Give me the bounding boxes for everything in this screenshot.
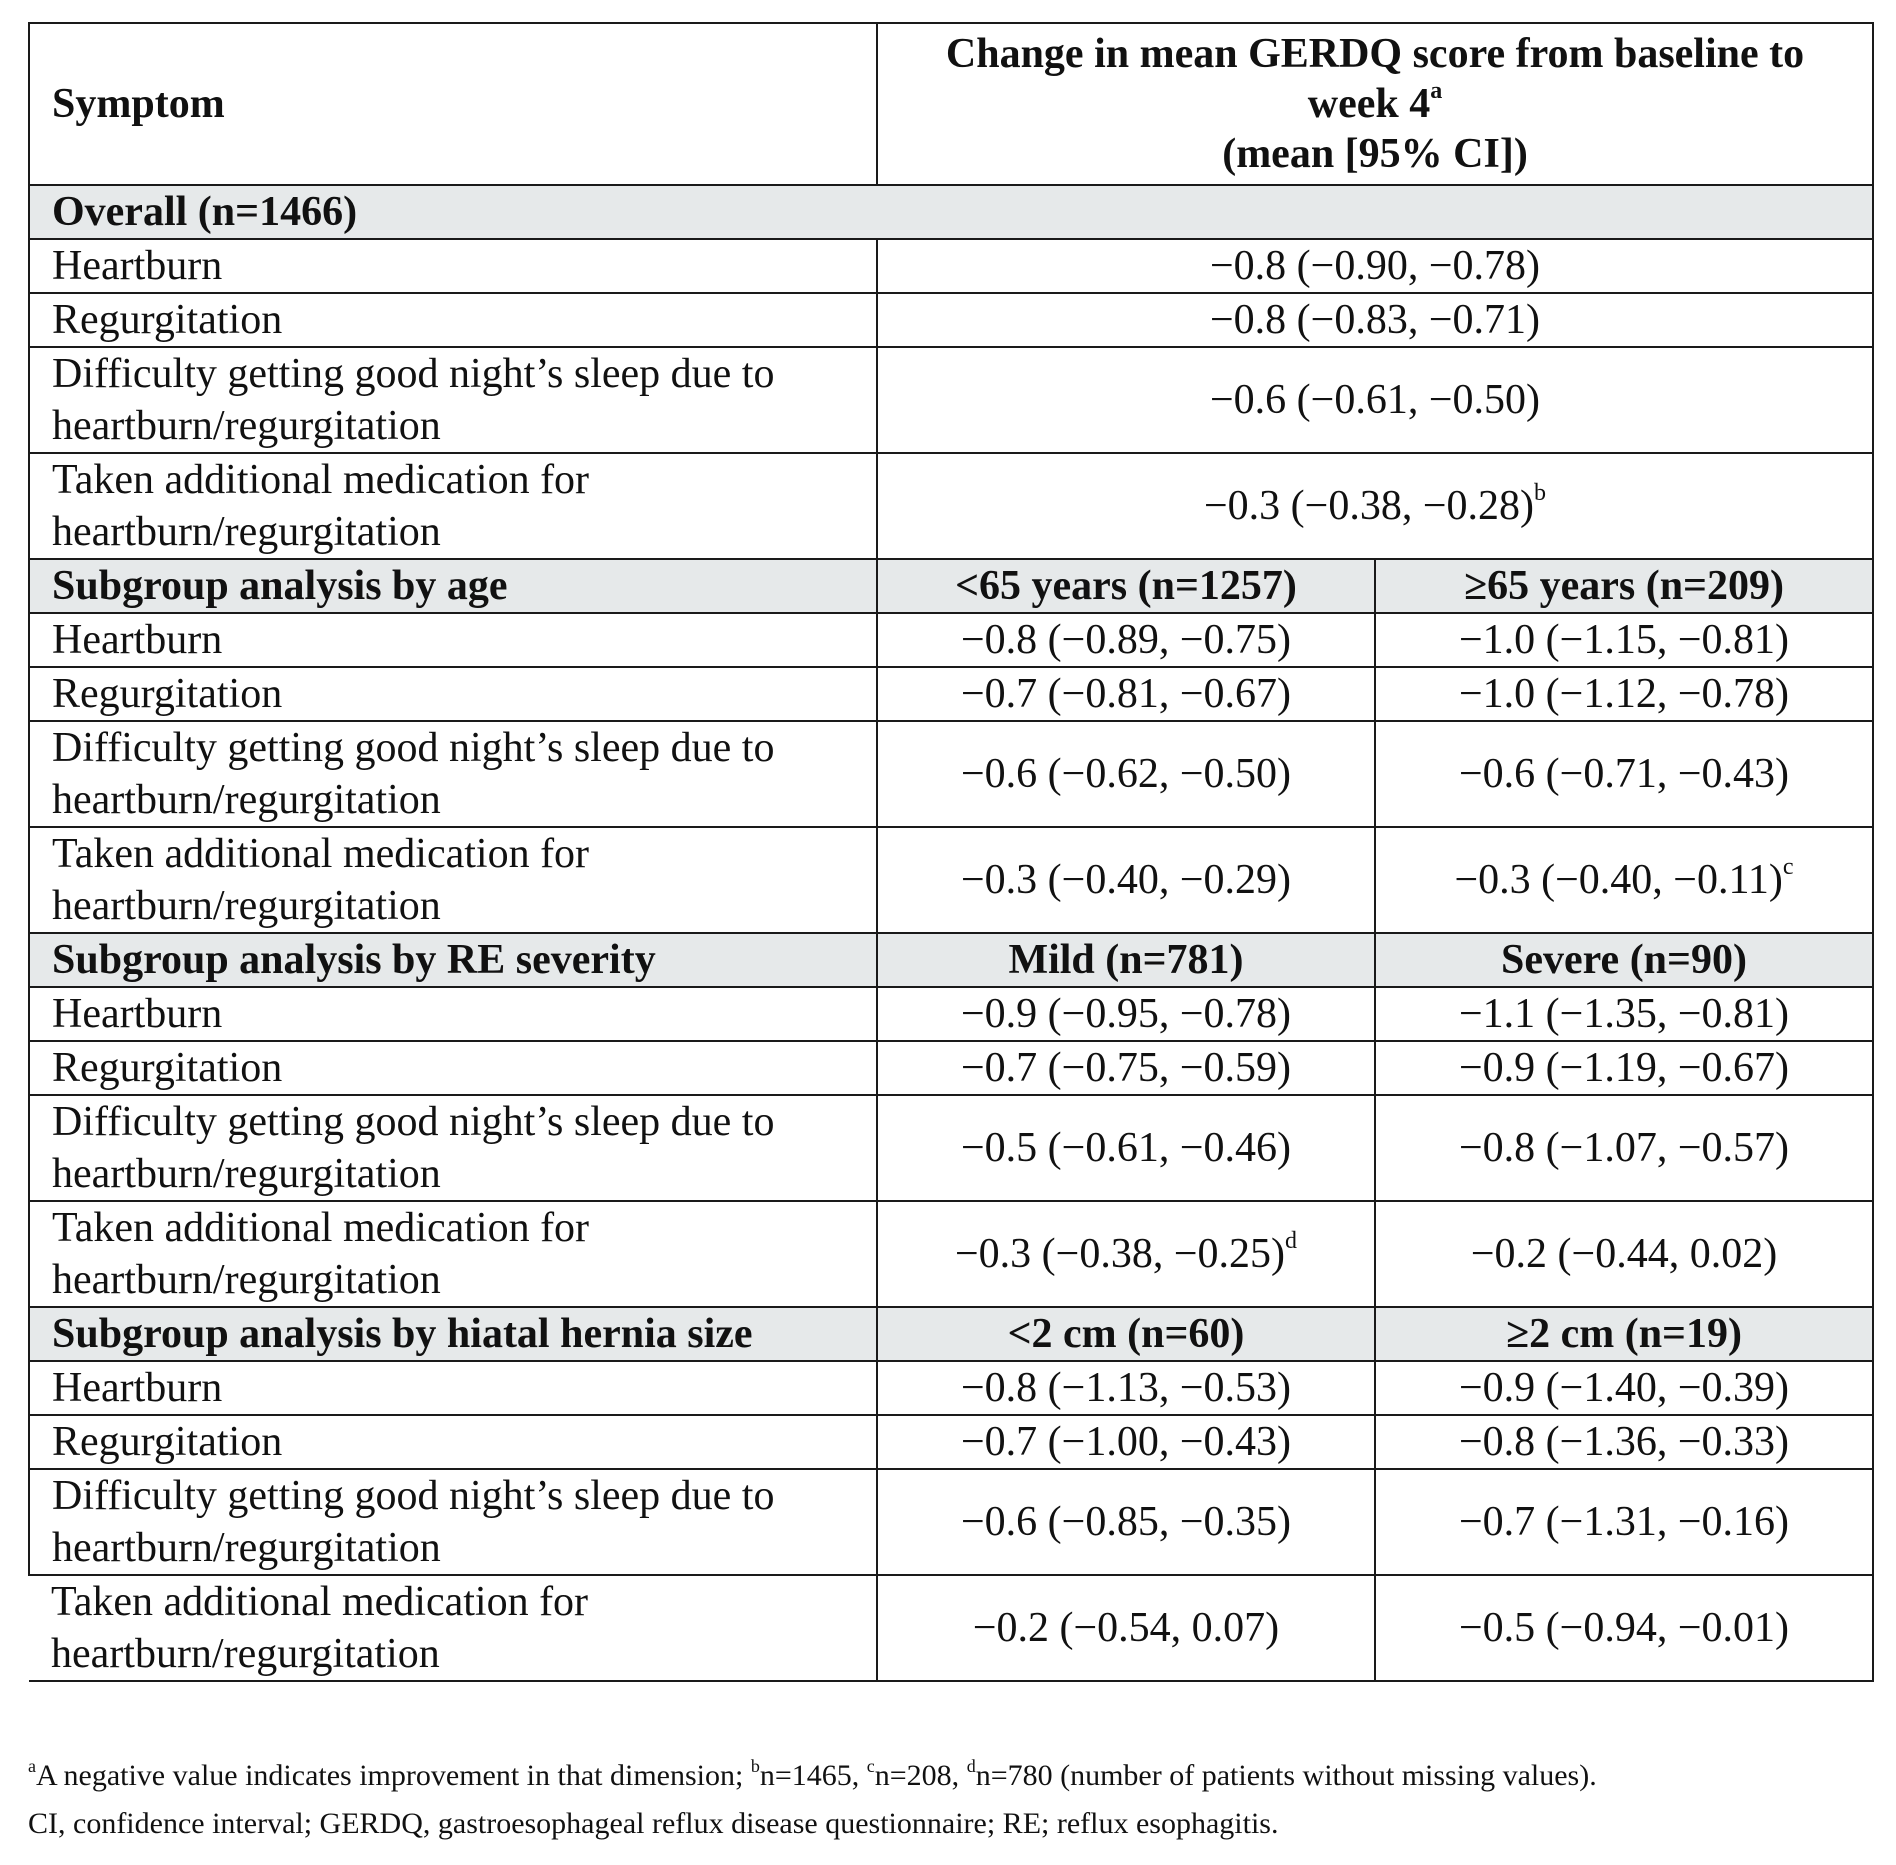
footnote-c: c [1782,854,1794,880]
table-row [29,1361,1873,1415]
value-cell: −0.7 (−1.00, −0.43) [877,1415,1375,1469]
section-title: Subgroup analysis by age [29,559,877,613]
header-symptom: Symptom [29,23,877,185]
value-cell: −0.6 (−0.85, −0.35) [877,1469,1375,1575]
table-row [29,1469,1873,1575]
value-cell: −1.1 (−1.35, −0.81) [1375,987,1873,1041]
section-col1: <65 years (n=1257) [877,559,1375,613]
footnote-b-text: n=1465, [759,1759,867,1792]
table-row [29,1575,1873,1681]
table-row [29,1095,1873,1201]
section-age [29,559,1873,613]
gerdq-results-table [28,22,1874,1682]
footnote-a-marker: a [28,1756,36,1776]
footnote-line-1 [28,1758,1597,1794]
value-cell: −1.0 (−1.12, −0.78) [1375,667,1873,721]
table-row [29,453,1873,559]
value-cell: −0.8 (−0.89, −0.75) [877,613,1375,667]
footnote-d-marker: d [966,1756,976,1776]
section-title: Subgroup analysis by RE severity [29,933,877,987]
value-cell: −0.8 (−0.83, −0.71) [877,293,1873,347]
symptom-cell: Regurgitation [29,1415,877,1469]
symptom-cell: Heartburn [29,1361,877,1415]
table-header-row [29,23,1873,185]
value-cell: −0.9 (−0.95, −0.78) [877,987,1375,1041]
section-hiatal-hernia [29,1307,1873,1361]
value-cell: −0.7 (−0.81, −0.67) [877,667,1375,721]
value-cell: −0.9 (−1.19, −0.67) [1375,1041,1873,1095]
table-row [29,613,1873,667]
header-change-line2: week 4 [1307,81,1431,127]
value-cell: −0.6 (−0.71, −0.43) [1375,721,1873,827]
section-col2: Severe (n=90) [1375,933,1873,987]
symptom-cell: Taken additional medication for heartburn/regurgitation [29,453,877,559]
header-change-line3: (mean [95% CI]) [1222,131,1528,177]
symptom-cell: Difficulty getting good night’s sleep due to heartburn/regurgitation [29,1095,877,1201]
table-row [29,1201,1873,1307]
table-row [29,987,1873,1041]
symptom-cell: Heartburn [29,613,877,667]
value-cell: −0.8 (−1.13, −0.53) [877,1361,1375,1415]
table-row [29,1041,1873,1095]
value-cell: −0.8 (−0.90, −0.78) [877,239,1873,293]
value-cell: −0.7 (−1.31, −0.16) [1375,1469,1873,1575]
footnote-b: b [1534,480,1547,506]
symptom-cell: Regurgitation [29,293,877,347]
footnote-abbreviations: CI, confidence interval; GERDQ, gastroesophageal reflux disease questionnaire; RE; reflux esophagitis. [28,1807,1279,1840]
table-row [29,721,1873,827]
value-cell: −0.2 (−0.44, 0.02) [1375,1201,1873,1307]
value-cell: −0.8 (−1.07, −0.57) [1375,1095,1873,1201]
symptom-cell: Difficulty getting good night’s sleep due to heartburn/regurgitation [29,721,877,827]
table-row [29,347,1873,453]
footnote-c-marker: c [866,1756,875,1776]
footnote-d-text: n=780 (number of patients without missing values). [975,1759,1597,1792]
value-text: −0.3 (−0.40, −0.11) [1454,857,1783,903]
value-cell: −1.0 (−1.15, −0.81) [1375,613,1873,667]
section-col2: ≥2 cm (n=19) [1375,1307,1873,1361]
section-re-severity [29,933,1873,987]
symptom-cell: Taken additional medication for heartburn/regurgitation [29,1575,877,1681]
table-row [29,827,1873,933]
symptom-cell: Heartburn [29,987,877,1041]
value-cell [877,1201,1375,1307]
value-cell: −0.6 (−0.61, −0.50) [877,347,1873,453]
value-cell: −0.9 (−1.40, −0.39) [1375,1361,1873,1415]
value-text: −0.3 (−0.38, −0.28) [1203,483,1535,529]
symptom-cell: Difficulty getting good night’s sleep due to heartburn/regurgitation [29,347,877,453]
footnote-a-text: A negative value indicates improvement in that dimension; [36,1759,751,1792]
section-overall [29,185,1873,239]
value-cell: −0.5 (−0.94, −0.01) [1375,1575,1873,1681]
section-col1: Mild (n=781) [877,933,1375,987]
table-row [29,239,1873,293]
value-cell: −0.3 (−0.40, −0.29) [877,827,1375,933]
symptom-cell: Regurgitation [29,667,877,721]
section-col1: <2 cm (n=60) [877,1307,1375,1361]
footnote-d: d [1285,1228,1298,1254]
header-footnote-a: a [1430,78,1443,104]
symptom-cell: Heartburn [29,239,877,293]
header-change-score [877,23,1873,185]
value-cell [877,453,1873,559]
header-change-line1: Change in mean GERDQ score from baseline to [945,31,1805,77]
symptom-cell: Taken additional medication for heartburn/regurgitation [29,1201,877,1307]
footnote-c-text: n=208, [874,1759,967,1792]
symptom-cell: Taken additional medication for heartburn/regurgitation [29,827,877,933]
value-cell: −0.6 (−0.62, −0.50) [877,721,1375,827]
value-cell: −0.8 (−1.36, −0.33) [1375,1415,1873,1469]
table-row [29,293,1873,347]
footnote-b-marker: b [750,1756,760,1776]
section-title: Subgroup analysis by hiatal hernia size [29,1307,877,1361]
value-cell: −0.7 (−0.75, −0.59) [877,1041,1375,1095]
table-row [29,1415,1873,1469]
symptom-cell: Regurgitation [29,1041,877,1095]
value-cell [1375,827,1873,933]
section-title: Overall (n=1466) [29,185,1873,239]
value-cell: −0.5 (−0.61, −0.46) [877,1095,1375,1201]
value-text: −0.3 (−0.38, −0.25) [954,1231,1286,1277]
section-col2: ≥65 years (n=209) [1375,559,1873,613]
table-row [29,667,1873,721]
value-cell: −0.2 (−0.54, 0.07) [877,1575,1375,1681]
symptom-cell: Difficulty getting good night’s sleep due to heartburn/regurgitation [29,1469,877,1575]
